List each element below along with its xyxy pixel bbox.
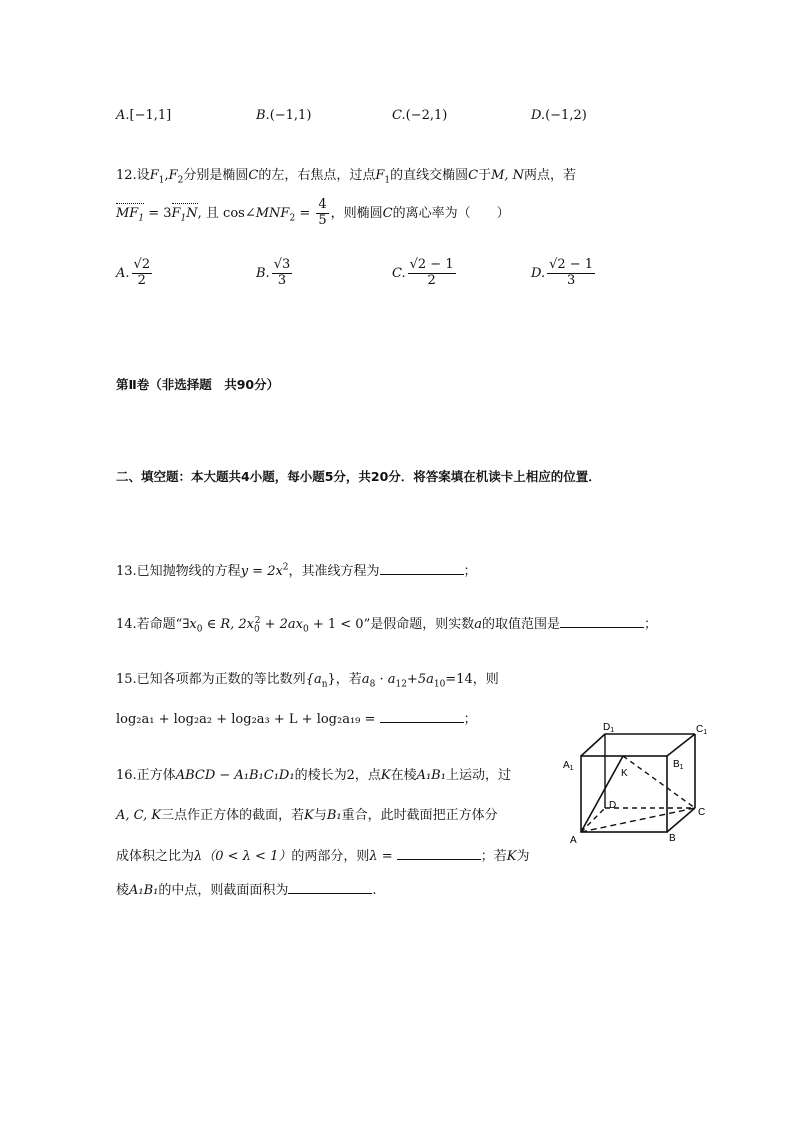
q12-option-b: B. $\frac{√3}{3}$ (256, 257, 291, 288)
answer-blank[interactable] (560, 615, 644, 628)
answer-blank[interactable] (380, 710, 464, 723)
answer-blank[interactable] (397, 847, 481, 860)
q16-line1: 16.正方体ABCD − A₁B₁C₁D₁的棱长为2，点K在棱A₁B₁上运动，过 (116, 768, 511, 783)
section-line-ac (581, 808, 695, 832)
section-line-ak (581, 756, 623, 832)
q12-option-d: D. $\frac{√2 - 1}{3}$ (531, 257, 594, 288)
label-d1: $D_1$ (603, 722, 615, 734)
q12-option-c: C. $\frac{√2 - 1}{2}$ (392, 257, 454, 288)
label-c1: $C_1$ (696, 724, 708, 736)
label-c: C (698, 807, 706, 818)
q16-line4: 棱A₁B₁的中点，则截面面积为 . (116, 883, 377, 898)
q16-line2: A, C, K三点作正方体的截面，若K与B₁重合，此时截面把正方体分 (116, 808, 498, 823)
q11-option-c: C.(−2,1) (392, 108, 448, 123)
label-a: A (570, 835, 577, 846)
q13: 13.已知抛物线的方程$y = 2x^2$，其准线方程为 ； (116, 562, 477, 579)
q12-line2: $MF_1 = 3F_1N$, 且 $\cos\angle MNF_2$ = $\frac{4}{5}$ ，则椭圆C的离心率为（ ） (116, 197, 510, 228)
q15-line1: 15.已知各项都为正数的等比数列$\{a_n\}$，若$a_8 \cdot a_{12}+5a_{10}=14$，则 (116, 672, 499, 690)
q11-option-a: A.[−1,1] (116, 108, 172, 123)
label-d: D (609, 800, 617, 811)
answer-blank[interactable] (380, 562, 464, 575)
label-b1: $B_1$ (673, 759, 684, 771)
q11-option-b: B.(−1,1) (256, 108, 312, 123)
q16-line3: 成体积之比为λ（0 < λ < 1）的两部分，则λ = ；若K为 (116, 849, 530, 864)
cube-edge-a1d1 (581, 734, 605, 756)
cube-edge-b1c1 (667, 734, 695, 756)
cube-figure (563, 720, 713, 850)
q15-line2: log₂a₁ + log₂a₂ + log₂a₃ + L + log₂a₁₉ = ； (116, 712, 477, 727)
label-a1: $A_1$ (563, 760, 574, 772)
part2-title: 第Ⅱ卷（非选择题 共90分） (116, 377, 280, 392)
q14: 14.若命题“$\exists x_0$ ∈ R, $2x_0^2 + 2ax_0 + 1 < 0$”是假命题，则实数a的取值范围是 ； (116, 615, 658, 635)
label-k: K (621, 768, 628, 779)
label-b: B (669, 833, 676, 844)
q12-line1: 12.设$F_1,F_2$分别是椭圆C的左，右焦点，过点$F_1$的直线交椭圆C于M, N两点，若 (116, 168, 577, 186)
vector-mf1: $MF_1$ (116, 205, 145, 224)
vector-f1n: $F_1N$ (171, 205, 198, 224)
q11-option-d: D.(−1,2) (531, 108, 587, 123)
answer-blank[interactable] (288, 881, 372, 894)
fraction-4-5: $\frac{4}{5}$ (318, 197, 327, 228)
section2-heading: 二、填空题：本大题共4小题，每小题5分，共20分．将答案填在机读卡上相应的位置． (116, 469, 601, 484)
q12-option-a: A. $\frac{√2}{2}$ (116, 257, 151, 288)
section-line-kc (623, 756, 695, 808)
